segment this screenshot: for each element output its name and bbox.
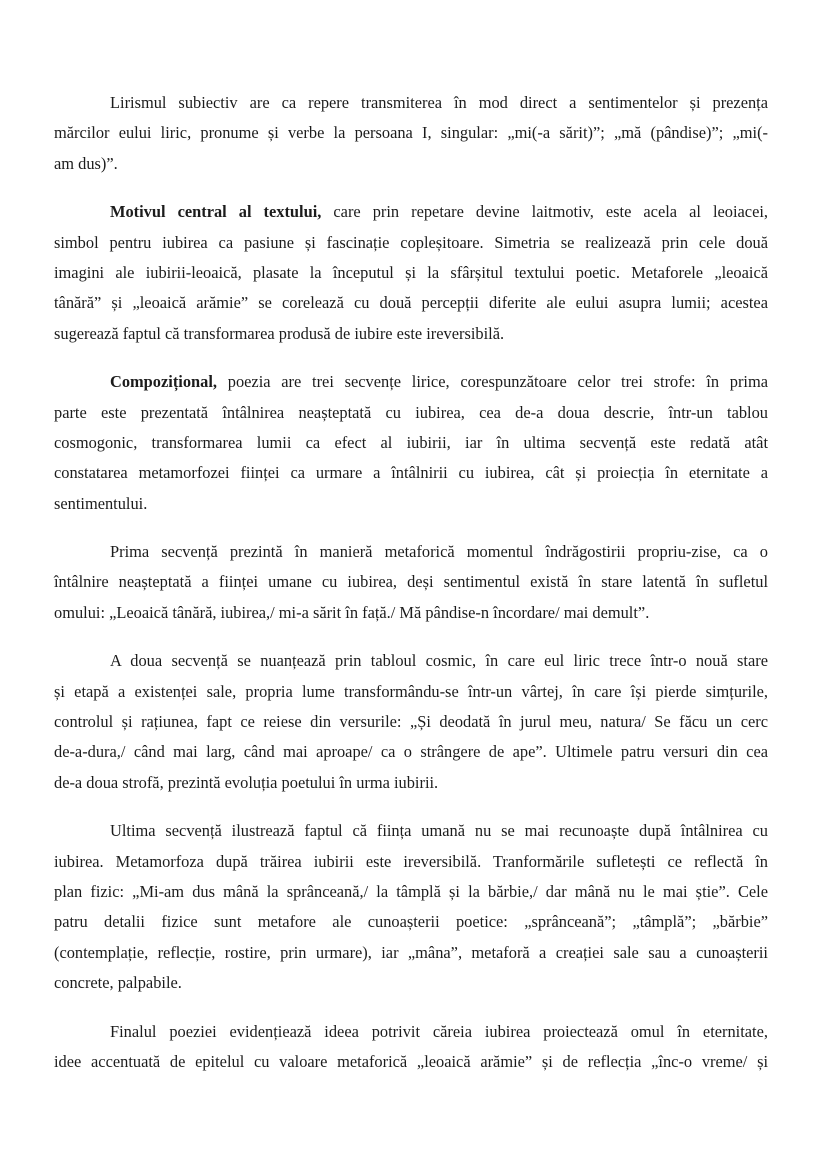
text-line xyxy=(54,567,768,597)
paragraph xyxy=(54,646,768,798)
text-line xyxy=(54,707,768,737)
text-line xyxy=(54,88,768,118)
line-text: Lirismul subiectiv are ca repere transmiterea în mod direct a sentimentelor și prezența xyxy=(110,93,768,112)
paragraph xyxy=(54,537,768,628)
paragraph xyxy=(54,367,768,519)
line-text: sentimentului. xyxy=(54,493,148,513)
line-text: controlul și rațiunea, fapt ce reiese din versurile: „Și deodată în jurul meu, natura/ Se făcu un cerc xyxy=(54,712,768,732)
line-text: de-a-dura,/ când mai larg, când mai aproape/ ca o strângere de ape”. Ultimele patru versuri din cea xyxy=(54,742,768,762)
text-line xyxy=(54,877,768,907)
paragraph xyxy=(54,88,768,179)
bold-lead-phrase: Compozițional, xyxy=(110,372,217,392)
line-text: mărcilor eului liric, pronume și verbe la persoana I, singular: „mi(-a sărit)”; „mă (pândise)”; „mi(- xyxy=(54,123,768,143)
text-line xyxy=(54,938,768,968)
line-text: patru detalii fizice sunt metafore ale cunoașterii poetice: „sprânceană”; „tâmplă”; „bărbie” xyxy=(54,912,768,932)
text-line xyxy=(54,907,768,937)
line-text: parte este prezentată întâlnirea neașteptată cu iubirea, cea de-a doua descrie, într-un tablou xyxy=(54,402,768,422)
line-text: tânără” și „leoaică arămie” se corelează cu două percepții diferite ale eului asupra lumii; acestea xyxy=(54,293,768,313)
line-text: A doua secvență se nuanțează prin tabloul cosmic, în care eul liric trece într-o nouă stare xyxy=(110,651,768,671)
text-line xyxy=(54,737,768,767)
text-line xyxy=(54,228,768,258)
line-text: de-a doua strofă, prezintă evoluția poetului în urma iubirii. xyxy=(54,772,439,792)
text-line xyxy=(54,367,768,397)
text-line xyxy=(54,398,768,428)
text-line xyxy=(54,458,768,488)
line-text: (contemplație, reflecție, rostire, prin urmare), iar „mâna”, metaforă a creației sale sau a cunoașterii xyxy=(54,942,768,962)
line-text: omului: „Leoaică tânără, iubirea,/ mi-a sărit în față./ Mă pândise-n încordare/ mai demult”. xyxy=(54,602,650,622)
text-line xyxy=(54,197,768,227)
text-line xyxy=(54,1047,768,1077)
line-text: simbol pentru iubirea ca pasiune și fascinație copleșitoare. Simetria se realizează prin cele două xyxy=(54,232,768,252)
line-text: Finalul poeziei evidențiează ideea potrivit căreia iubirea proiectează omul în eternitate, xyxy=(110,1021,768,1041)
line-text: cosmogonic, transformarea lumii ca efect al iubirii, iar în ultima secvență este redată atât xyxy=(54,432,768,452)
line-text: care prin repetare devine laitmotiv, este acela al leoiacei, xyxy=(321,202,768,222)
text-line xyxy=(54,149,768,179)
text-line xyxy=(54,1017,768,1047)
text-line xyxy=(54,768,768,798)
text-line xyxy=(54,118,768,148)
text-line xyxy=(54,677,768,707)
text-line xyxy=(54,258,768,288)
document-page xyxy=(54,88,768,1095)
text-line xyxy=(54,537,768,567)
line-text: întâlnire neașteptată a ființei umane cu iubirea, deși sentimentul există în stare latentă în sufletul xyxy=(54,572,768,592)
text-line xyxy=(54,489,768,519)
line-text: plan fizic: „Mi-am dus mână la sprânceană,/ la tâmplă și la bărbie,/ dar mână nu le mai știe”. Cele xyxy=(54,881,768,901)
line-text: concrete, palpabile. xyxy=(54,973,182,993)
line-text: și etapă a existenței sale, propria lume transformându-se într-un vârtej, în care își pierde simțurile, xyxy=(54,681,768,701)
text-line xyxy=(54,816,768,846)
line-text: Ultima secvență ilustrează faptul că ființa umană nu se mai recunoaște după întâlnirea cu xyxy=(110,821,768,841)
line-text: imagini ale iubirii-leoaică, plasate la începutul și la sfârșitul textului poetic. Metaforele „leoaică xyxy=(54,262,768,282)
line-text: constatarea metamorfozei ființei ca urmare a întâlnirii cu iubirea, cât și proiecția în eternitate a xyxy=(54,463,768,483)
text-line xyxy=(54,598,768,628)
line-text: am dus)”. xyxy=(54,153,118,173)
line-text: sugerează faptul că transformarea produsă de iubire este ireversibilă. xyxy=(54,323,505,343)
text-line xyxy=(54,847,768,877)
line-text: poezia are trei secvențe lirice, corespunzătoare celor trei strofe: în prima xyxy=(217,372,768,392)
paragraph xyxy=(54,816,768,998)
text-line xyxy=(54,319,768,349)
text-line xyxy=(54,646,768,676)
text-line xyxy=(54,428,768,458)
text-line xyxy=(54,288,768,318)
paragraph xyxy=(54,197,768,349)
text-line xyxy=(54,968,768,998)
paragraph xyxy=(54,1017,768,1078)
bold-lead-phrase: Motivul central al textului, xyxy=(110,202,322,222)
line-text: Prima secvență prezintă în manieră metaforică momentul îndrăgostirii propriu-zise, ca o xyxy=(110,542,768,562)
line-text: idee accentuată de epitelul cu valoare metaforică „leoaică arămie” și de reflecția „înc-o vreme/ și xyxy=(54,1051,768,1071)
line-text: iubirea. Metamorfoza după trăirea iubirii este ireversibilă. Tranformările sufletești ce reflectă în xyxy=(54,851,768,871)
